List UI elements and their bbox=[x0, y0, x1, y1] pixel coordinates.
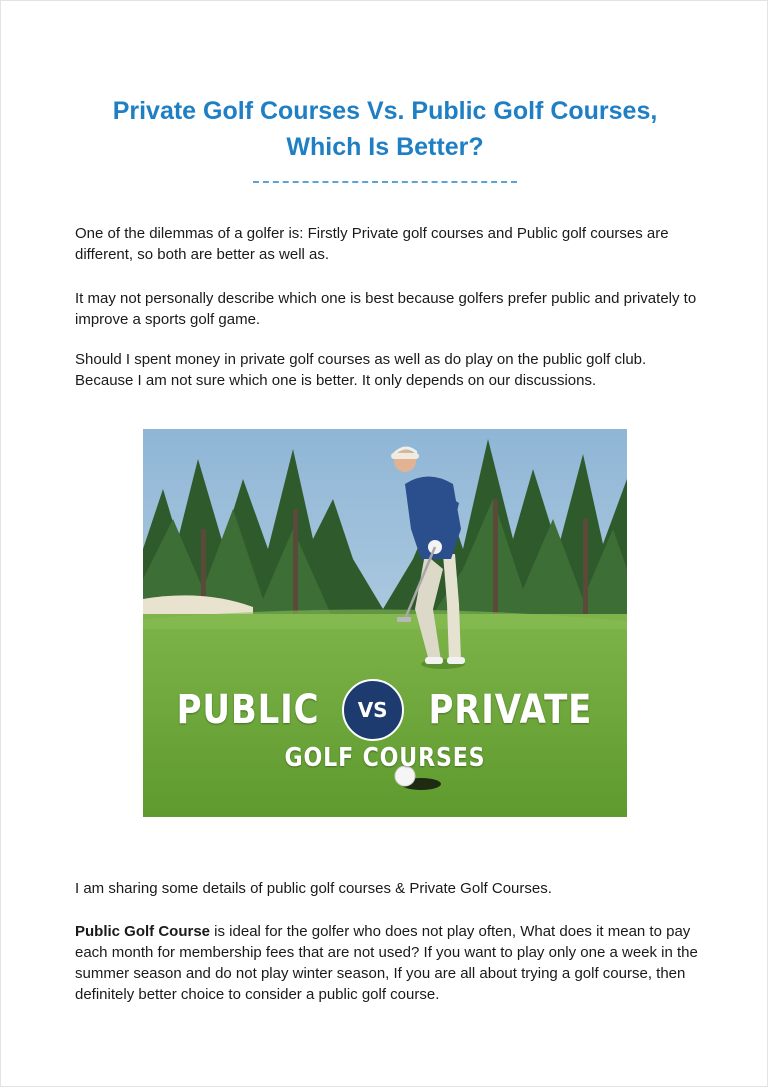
public-course-term: Public Golf Course bbox=[75, 923, 211, 940]
paragraph-intro: One of the dilemmas of a golfer is: Firstly Private golf courses and Public golf courses are different, so both are better as well as. bbox=[75, 225, 669, 263]
golf-scene-graphic bbox=[143, 429, 627, 817]
banner-private: PRIVATE bbox=[428, 687, 592, 733]
title-line-1: Private Golf Courses Vs. Public Golf Courses, bbox=[112, 97, 658, 125]
paragraph-preference: It may not personally describe which one is best because golfers prefer public and privately to improve a sports golf game. bbox=[75, 290, 697, 328]
title-line-2: Which Is Better? bbox=[286, 133, 484, 161]
public-course-description: is ideal for the golfer who does not play often, What does it mean to pay each month for membership fees that are not used? If you want to play only one a week in the summer season and do not play winter season, If you are all about trying a golf course, then definitely better choice to consider a public golf course. bbox=[75, 923, 698, 1003]
paragraph-sharing: I am sharing some details of public golf courses & Private Golf Courses. bbox=[75, 880, 552, 897]
paragraph-spending: Should I spent money in private golf courses as well as do play on the public golf club. Because I am not sure which one is better. It only depends on our discussions. bbox=[75, 351, 647, 389]
page-title bbox=[41, 93, 729, 165]
banner-subtitle: GOLF COURSES bbox=[284, 743, 486, 773]
title-divider bbox=[253, 181, 517, 183]
paragraph-public-course bbox=[75, 921, 705, 1005]
banner-public: PUBLIC bbox=[176, 687, 320, 733]
golf-illustration bbox=[143, 429, 627, 817]
vs-badge: VS bbox=[342, 679, 404, 741]
